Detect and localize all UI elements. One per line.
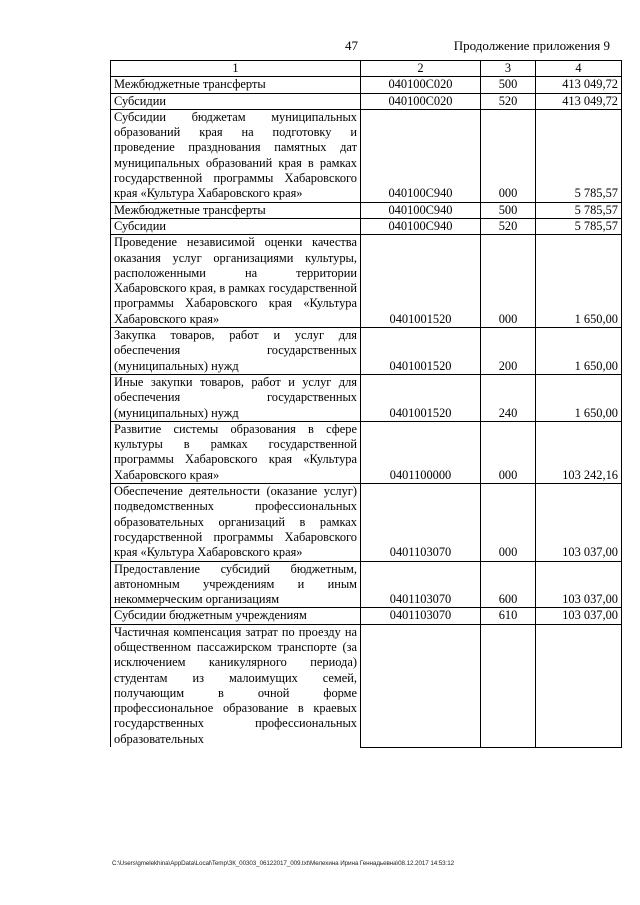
row-amount: 413 049,72: [536, 93, 622, 109]
column-header: 2: [361, 61, 481, 77]
row-name: Субсидии бюджетам муниципальных образований края на подготовку и проведение празднования памятных дат муниципальных образований края в рамках государственной программы Хабаровского края «Культура Хабаровского края»: [111, 109, 361, 202]
row-name: Межбюджетные трансферты: [111, 202, 361, 218]
row-type: 500: [481, 77, 536, 93]
row-code: 040100С940: [361, 109, 481, 202]
row-code: 0401001520: [361, 374, 481, 421]
row-name: Проведение независимой оценки качества оказания услуг организациями культуры, расположенными на территории Хабаровского края, в рамках государственной программы Хабаровского края «Культура Хабаровского края»: [111, 235, 361, 328]
row-amount: 103 037,00: [536, 561, 622, 608]
row-code: [361, 624, 481, 747]
budget-table: [110, 60, 622, 748]
table-row: [111, 421, 622, 483]
table-row: [111, 77, 622, 93]
appendix-note: Продолжение приложения 9: [453, 38, 610, 53]
row-amount: 5 785,57: [536, 218, 622, 234]
row-type: 500: [481, 202, 536, 218]
row-code: 040100С020: [361, 93, 481, 109]
row-code: 0401001520: [361, 328, 481, 375]
row-amount: 5 785,57: [536, 109, 622, 202]
row-type: 600: [481, 561, 536, 608]
table-row: [111, 202, 622, 218]
row-amount: 103 037,00: [536, 484, 622, 561]
table-header-row: [111, 61, 622, 77]
row-code: 040100С940: [361, 218, 481, 234]
row-type: 200: [481, 328, 536, 375]
row-type: 240: [481, 374, 536, 421]
row-name: Субсидии: [111, 218, 361, 234]
row-code: 0401103070: [361, 561, 481, 608]
table-row: [111, 109, 622, 202]
row-code: 0401001520: [361, 235, 481, 328]
row-amount: 103 242,16: [536, 421, 622, 483]
footer-file-path: C:\Users\gmelekhina\AppData\Local\Temp\ЗК_00303_06122017_009.txt\Мелехина Ирина Геннадьевна\08.12.2017 14:53:12: [112, 860, 455, 867]
table-row: [111, 608, 622, 624]
row-amount: 413 049,72: [536, 77, 622, 93]
row-amount: [536, 624, 622, 747]
table-row: [111, 235, 622, 328]
row-name: Субсидии бюджетным учреждениям: [111, 608, 361, 624]
table-row: [111, 561, 622, 608]
row-type: 520: [481, 93, 536, 109]
row-code: 0401103070: [361, 608, 481, 624]
table-row: [111, 484, 622, 561]
table-row: [111, 218, 622, 234]
row-name: Закупка товаров, работ и услуг для обеспечения государственных (муниципальных) нужд: [111, 328, 361, 375]
table-row-continued: [111, 624, 622, 747]
row-name: Предоставление субсидий бюджетным, автономным учреждениям и иным некоммерческим организациям: [111, 561, 361, 608]
column-header: 3: [481, 61, 536, 77]
row-name: Межбюджетные трансферты: [111, 77, 361, 93]
row-code: 040100С940: [361, 202, 481, 218]
row-type: 000: [481, 235, 536, 328]
row-type: 000: [481, 484, 536, 561]
row-name: Обеспечение деятельности (оказание услуг) подведомственных профессиональных образовательных организаций в рамках государственной программы Хабаровского края «Культура Хабаровского края»: [111, 484, 361, 561]
row-name: Развитие системы образования в сфере культуры в рамках государственной программы Хабаровского края «Культура Хабаровского края»: [111, 421, 361, 483]
row-type: 520: [481, 218, 536, 234]
page-number: 47: [345, 38, 358, 53]
table-row: [111, 328, 622, 375]
row-amount: 1 650,00: [536, 328, 622, 375]
row-type: 000: [481, 421, 536, 483]
row-code: 040100С020: [361, 77, 481, 93]
table-row: [111, 93, 622, 109]
row-code: 0401100000: [361, 421, 481, 483]
row-type: 610: [481, 608, 536, 624]
column-header: 4: [536, 61, 622, 77]
row-name: Частичная компенсация затрат по проезду на общественном пассажирском транспорте (за исключением каникулярного периода) студентам из малоимущих семей, получающим в очной форме профессиональное образование в краевых государственных профессиональных образовательных: [111, 624, 361, 747]
table-row: [111, 374, 622, 421]
row-code: 0401103070: [361, 484, 481, 561]
row-type: [481, 624, 536, 747]
row-amount: 103 037,00: [536, 608, 622, 624]
row-amount: 1 650,00: [536, 374, 622, 421]
row-name: Субсидии: [111, 93, 361, 109]
row-name: Иные закупки товаров, работ и услуг для обеспечения государственных (муниципальных) нужд: [111, 374, 361, 421]
row-amount: 1 650,00: [536, 235, 622, 328]
column-header: 1: [111, 61, 361, 77]
row-type: 000: [481, 109, 536, 202]
row-amount: 5 785,57: [536, 202, 622, 218]
